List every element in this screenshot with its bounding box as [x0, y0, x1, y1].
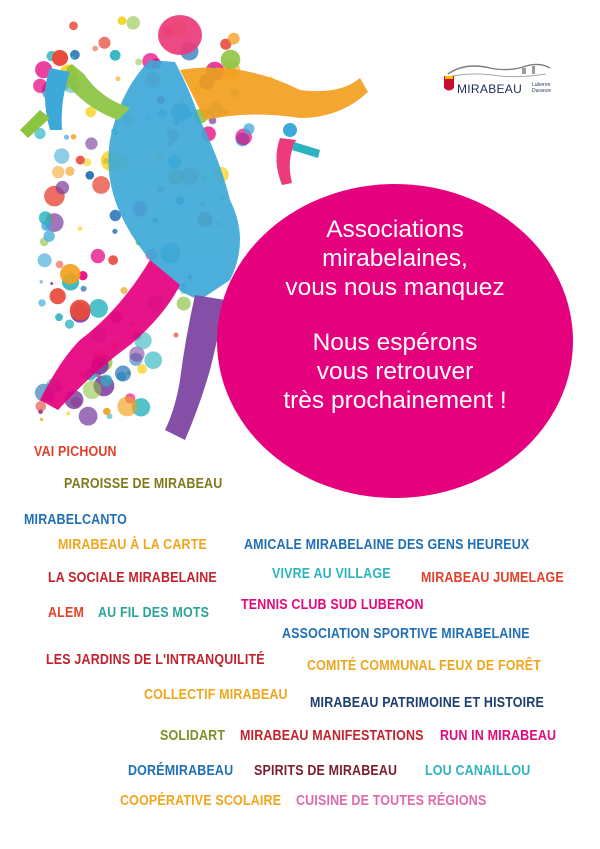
paint-drop [120, 287, 127, 294]
paint-drop [137, 364, 147, 374]
association-sportive-mirabelaine: ASSOCIATION SPORTIVE MIRABELAINE [282, 626, 530, 642]
paint-drop [55, 313, 63, 321]
association-lou-canaillou: LOU CANAILLOU [425, 763, 531, 779]
association-doremirabeau: DORÉMIRABEAU [128, 763, 234, 779]
paint-drop [103, 408, 110, 415]
association-cooperative-scolaire: COOPÉRATIVE SCOLAIRE [120, 793, 282, 809]
paint-drop [79, 407, 98, 426]
association-mirabeau-jumelage: MIRABEAU JUMELAGE [421, 570, 564, 586]
paint-drop [76, 156, 85, 165]
paint-drop [38, 299, 45, 306]
paint-drop [81, 286, 87, 292]
paint-drop [115, 366, 131, 382]
paint-drop [110, 50, 121, 61]
paint-drop [117, 397, 137, 417]
association-mirabelcanto: MIRABELCANTO [24, 512, 127, 528]
paint-drop [50, 282, 53, 285]
paint-drop [126, 16, 140, 30]
logo-name: MIRABEAU [457, 82, 523, 96]
association-spirits-de-mirabeau: SPIRITS DE MIRABEAU [254, 763, 398, 779]
paint-drop [112, 229, 117, 234]
paint-drop [100, 374, 112, 386]
paint-drop [40, 280, 43, 283]
paint-drop [36, 401, 47, 412]
paint-drop [56, 261, 64, 269]
association-les-jardins: LES JARDINS DE L'INTRANQUILITÉ [46, 652, 265, 668]
paint-drop [92, 176, 110, 194]
association-collectif-mirabeau: COLLECTIF MIRABEAU [144, 687, 288, 703]
association-tennis-club: TENNIS CLUB SUD LUBERON [241, 597, 424, 613]
logo-subtitle-line2: Durance [532, 88, 551, 94]
logo-subtitle-line1: Luberon [532, 82, 551, 88]
association-amicale-mirabelaine: AMICALE MIRABELAINE DES GENS HEUREUX [244, 537, 530, 553]
circle-message [217, 215, 573, 415]
paint-drop [228, 33, 240, 45]
message-line-4: Nous espérons [312, 329, 478, 356]
logo-subtitle [532, 82, 554, 94]
paint-drop [71, 134, 77, 140]
paint-drop [38, 253, 52, 267]
paint-drop [40, 418, 43, 421]
message-line-2: mirabelaines, [322, 245, 468, 272]
paint-drop [33, 79, 47, 93]
association-paroisse-de-mirabeau: PAROISSE DE MIRABEAU [64, 476, 223, 492]
paint-drop [86, 171, 95, 180]
message-line-5: vous retrouver [316, 358, 474, 385]
paint-drop [92, 46, 98, 52]
paint-drop [118, 16, 127, 25]
paint-drop [60, 264, 80, 284]
message-line-3: vous nous manquez [285, 274, 505, 301]
association-au-fil-des-mots: AU FIL DES MOTS [98, 605, 210, 621]
association-alem: ALEM [48, 605, 85, 621]
paint-drop [52, 166, 64, 178]
paint-drop [174, 333, 179, 338]
paint-drop [221, 50, 241, 70]
association-comite-feux-de-foret: COMITÉ COMMUNAL FEUX DE FORÊT [307, 658, 542, 674]
association-mirabeau-manifestations: MIRABEAU MANIFESTATIONS [240, 728, 424, 744]
association-patrimoine-et-histoire: MIRABEAU PATRIMOINE ET HISTOIRE [310, 695, 544, 711]
paint-drop [144, 351, 162, 369]
paint-drop [65, 320, 74, 329]
association-mirabeau-a-la-carte: MIRABEAU À LA CARTE [58, 537, 207, 553]
paint-drop [39, 211, 52, 224]
paint-drop [66, 412, 70, 416]
message-line-6: très prochainement ! [283, 387, 507, 414]
paint-drop [50, 288, 66, 304]
association-la-sociale-mirabelaine: LA SOCIALE MIRABELAINE [48, 570, 217, 586]
paint-drop [56, 181, 69, 194]
paint-drop [89, 299, 108, 318]
paint-drop [69, 21, 78, 30]
paint-drop [177, 297, 191, 311]
paint-drop [83, 381, 102, 400]
paint-drop [54, 148, 69, 163]
paint-drop [110, 210, 121, 221]
paint-drop [99, 37, 111, 49]
paint-drop [70, 300, 91, 321]
paint-drop [64, 135, 69, 140]
paint-drop [65, 167, 74, 176]
paint-drop [91, 249, 105, 263]
paint-drop [244, 123, 255, 134]
association-solidart: SOLIDART [160, 728, 226, 744]
paint-drop [44, 230, 55, 241]
small-figure-right [276, 123, 320, 185]
paint-drop [108, 255, 118, 265]
association-run-in-mirabeau: RUN IN MIRABEAU [440, 728, 557, 744]
association-cuisine-de-toutes-regions: CUISINE DE TOUTES RÉGIONS [296, 793, 487, 809]
paint-drop [85, 137, 97, 149]
paint-drop [116, 76, 121, 81]
mirabeau-logo [440, 54, 552, 104]
paint-drop [135, 58, 142, 65]
association-vai-pichoun: VAI PICHOUN [34, 444, 117, 460]
paint-drop [78, 226, 83, 231]
paint-drop [71, 56, 74, 59]
association-vivre-au-village: VIVRE AU VILLAGE [272, 566, 391, 582]
message-line-1: Associations [326, 216, 464, 243]
